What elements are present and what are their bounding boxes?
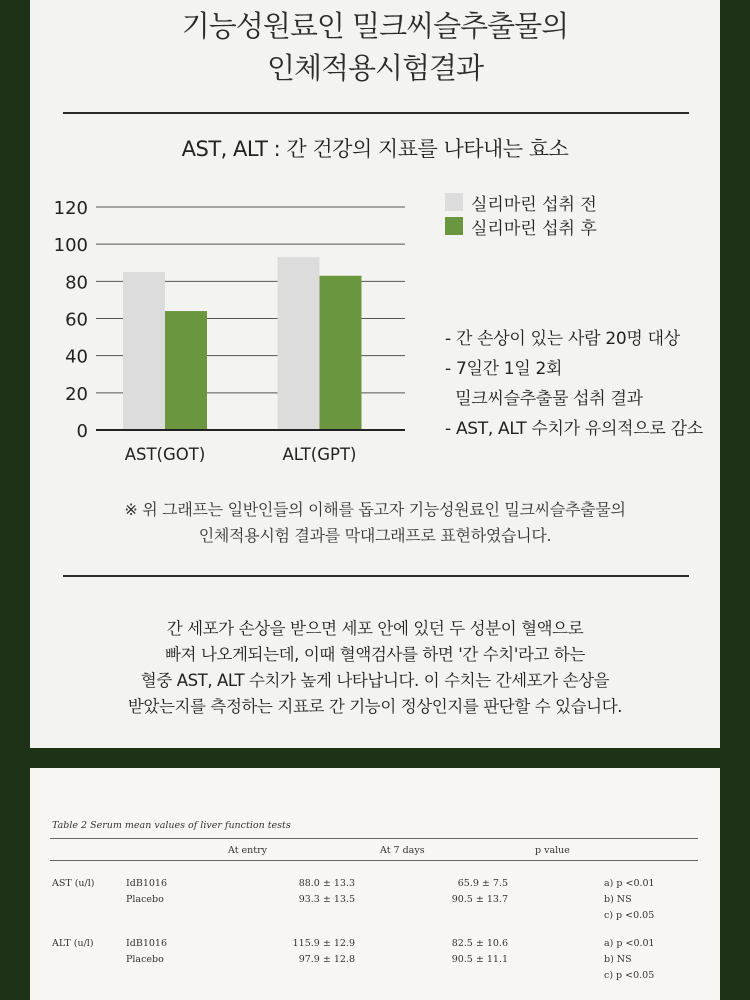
bar-altgpt-series-1 [320, 276, 362, 430]
divider-bottom [63, 575, 689, 577]
legend-swatch-before [445, 193, 463, 211]
y-tick-label-0: 0 [76, 421, 88, 442]
table-cell-entry: 93.3 ± 13.5 [298, 894, 355, 905]
note-line-4: - AST, ALT 수치가 유의적으로 감소 [445, 419, 703, 439]
table-rule-header [50, 860, 698, 861]
description-line1: 간 세포가 손상을 받으면 세포 안에 있던 두 성분이 혈액으로 [166, 619, 584, 638]
table-cell-entry: 88.0 ± 13.3 [298, 878, 355, 889]
table-cell-p: c) p <0.05 [604, 910, 655, 921]
infographic-card [30, 0, 720, 748]
table-cell-group: IdB1016 [126, 938, 167, 949]
legend-label-after: 실리마린 섭취 후 [471, 219, 597, 239]
bar-chart [30, 180, 430, 480]
table-header-day7: At 7 days [380, 845, 425, 856]
note-line-3: 밀크씨슬추출물 섭취 결과 [445, 389, 643, 409]
chart-title: AST, ALT : 간 건강의 지표를 나타내는 효소 [181, 137, 569, 161]
table-cell-group: Placebo [126, 894, 164, 905]
paper-table-excerpt [30, 768, 720, 1000]
table-cell-group: IdB1016 [126, 878, 167, 889]
y-tick-label-3: 60 [65, 309, 88, 331]
page-title-line1: 기능성원료인 밀크씨슬추출물의 [181, 9, 569, 43]
x-tick-label-0: AST(GOT) [124, 445, 206, 464]
table-cell-entry: 115.9 ± 12.9 [292, 938, 355, 949]
bar-altgpt-series-0 [278, 257, 320, 430]
y-tick-label-1: 20 [65, 383, 88, 405]
table-cell-measure: ALT (u/l) [52, 938, 94, 949]
bar-astgot-series-1 [165, 311, 207, 430]
table-cell-day7: 90.5 ± 11.1 [451, 954, 508, 965]
table-cell-p: b) NS [604, 894, 632, 905]
table-cell-p: a) p <0.01 [604, 878, 655, 889]
description-line4: 받았는지를 측정하는 지표로 간 기능이 정상인지를 판단할 수 있습니다. [127, 697, 623, 716]
y-tick-label-4: 80 [65, 272, 88, 294]
y-tick-label-2: 40 [65, 346, 88, 368]
bar-astgot-series-0 [123, 272, 165, 430]
legend-swatch-after [445, 217, 463, 235]
table-cell-measure: AST (u/l) [52, 878, 95, 889]
table-cell-day7: 90.5 ± 13.7 [451, 894, 508, 905]
table-rule-top [50, 838, 698, 839]
table-cell-p: a) p <0.01 [604, 938, 655, 949]
footnote-line2: 인체적용시험 결과를 막대그래프로 표현하였습니다. [198, 526, 552, 545]
y-tick-label-6: 120 [53, 198, 88, 219]
note-line-1: - 간 손상이 있는 사람 20명 대상 [445, 329, 680, 349]
table-cell-day7: 65.9 ± 7.5 [457, 878, 508, 889]
table-header-pvalue: p value [535, 845, 570, 856]
description-line3: 혈중 AST, ALT 수치가 높게 나타납니다. 이 수치는 간세포가 손상을 [140, 671, 610, 690]
divider-top [63, 112, 689, 114]
table-cell-group: Placebo [126, 954, 164, 965]
table-cell-p: b) NS [604, 954, 632, 965]
description-line2: 빠져 나오게되는데, 이때 혈액검사를 하면 '간 수치'라고 하는 [165, 645, 585, 664]
legend-label-before: 실리마린 섭취 전 [471, 195, 597, 215]
table-header-entry: At entry [228, 845, 267, 856]
y-tick-label-5: 100 [53, 235, 88, 257]
footnote-line1: ※ 위 그래프는 일반인들의 이해를 돕고자 기능성원료인 밀크씨슬추출물의 [124, 500, 626, 519]
table-cell-p: c) p <0.05 [604, 970, 655, 981]
note-line-2: - 7일간 1일 2회 [445, 359, 563, 379]
page-title-line2: 인체적용시험결과 [266, 51, 484, 85]
table-caption: Table 2 Serum mean values of liver function tests [52, 820, 291, 831]
x-tick-label-1: ALT(GPT) [282, 445, 357, 464]
table-cell-entry: 97.9 ± 12.8 [298, 954, 355, 965]
table-cell-day7: 82.5 ± 10.6 [451, 938, 508, 949]
